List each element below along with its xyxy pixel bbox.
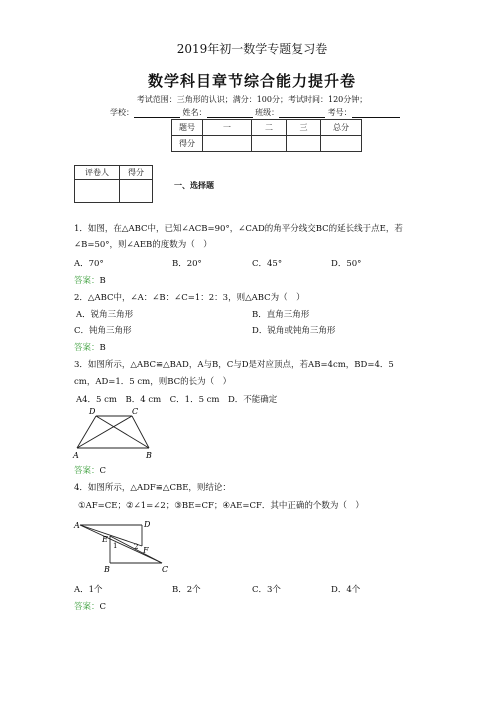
answer-label: 答案：: [74, 602, 100, 612]
label-d: D: [89, 407, 96, 416]
q1-option-a: A．70°: [74, 259, 104, 269]
score-row: [172, 136, 362, 152]
answer-value: B: [99, 343, 106, 353]
name-label: 姓名：: [182, 108, 207, 117]
grader-cell[interactable]: [120, 180, 153, 203]
q1-option-c: C．45°: [252, 259, 283, 269]
score-cell[interactable]: [287, 136, 321, 152]
label-c: C: [162, 565, 169, 574]
score-header-cell: 总分: [321, 120, 362, 136]
q3-answer: [74, 464, 106, 476]
label-e: E: [102, 535, 108, 544]
exam-info: 考试范围：三角形的认识；满分：100分；考试时间：120分钟；: [136, 95, 368, 104]
q1-stem-line1: 1．如图，在△ABC中，已知∠ACB=90°，∠CAD的角平分线交BC的延长线于点E，若: [74, 224, 403, 234]
q4-option-d: D．4个: [331, 585, 361, 595]
student-info-line: [110, 107, 400, 118]
segment-ac: [80, 525, 162, 563]
grader-table: [74, 165, 153, 203]
grader-label: 评卷人: [75, 166, 120, 180]
q4-option-a: A．1个: [74, 585, 103, 595]
score-header-cell: 三: [287, 120, 321, 136]
q3-stem-line2: cm，AD=1．5 cm，则BC的长为（ ）: [74, 377, 232, 387]
number-label: 考号：: [327, 108, 352, 117]
q3-stem-line1: 3．如图所示，△ABC≌△BAD，A与B，C与D是对应顶点，若AB=4cm，BD=4．5: [74, 360, 394, 370]
label-a: A: [73, 451, 79, 460]
segment-ad: [77, 416, 96, 448]
score-table: [171, 119, 362, 152]
score-header-cell: 一: [203, 120, 252, 136]
q1-answer: [74, 274, 106, 286]
answer-label: 答案：: [74, 466, 100, 476]
score-header-cell: 二: [252, 120, 287, 136]
school-label: 学校：: [110, 108, 134, 117]
class-blank[interactable]: [279, 108, 325, 118]
q2-option-d: D．锐角或钝角三角形: [252, 326, 336, 336]
q2-option-b: B．直角三角形: [252, 310, 310, 320]
label-c: C: [132, 407, 139, 416]
answer-value: C: [99, 602, 107, 612]
label-b: B: [146, 451, 152, 460]
section-title: 一、选择题: [174, 180, 214, 190]
q3-options: A4．5 cm B．4 cm C．1．5 cm D．不能确定: [76, 395, 278, 405]
q1-stem-line2: ∠B=50°，则∠AEB的度数为（ ）: [74, 240, 212, 250]
number-blank[interactable]: [352, 108, 400, 118]
label-d: D: [144, 520, 151, 529]
q4-option-c: C．3个: [252, 585, 281, 595]
score-cell[interactable]: [203, 136, 252, 152]
grader-score-label: 得分: [120, 166, 153, 180]
label-a: A: [74, 521, 80, 530]
label-b: B: [104, 565, 110, 574]
answer-label: 答案：: [74, 343, 100, 353]
label-angle-1: 1: [113, 542, 118, 550]
q4-stem-line1: 4．如图所示，△ADF≌△CBE，则结论：: [74, 483, 231, 493]
q2-stem-line1: 2．△ABC中，∠A：∠B：∠C=1：2：3，则△ABC为（ ）: [74, 293, 305, 303]
exam-title: 2019年初一数学专题复习卷: [176, 42, 328, 56]
score-cell[interactable]: [252, 136, 287, 152]
answer-value: B: [99, 276, 106, 286]
q4-figure: [72, 516, 172, 574]
label-f: F: [143, 546, 149, 555]
q4-option-b: B．2个: [172, 585, 201, 595]
name-blank[interactable]: [207, 108, 253, 118]
exam-subtitle: 数学科目章节综合能力提升卷: [147, 72, 356, 90]
score-row-label: 得分: [172, 136, 203, 152]
q4-stem-line2: ①AF=CE；②∠1=∠2；③BE=CF；④AE=CF．其中正确的个数为（ ）: [78, 501, 364, 511]
q3-figure: [72, 405, 162, 460]
school-blank[interactable]: [134, 108, 180, 118]
label-angle-2: 2: [134, 543, 139, 551]
segment-af: [80, 525, 142, 546]
q2-option-a: A．锐角三角形: [76, 310, 134, 320]
score-header-cell: 题号: [172, 120, 203, 136]
class-label: 班级：: [255, 108, 280, 117]
score-header-row: [172, 120, 362, 136]
q2-answer: [74, 341, 106, 353]
answer-value: C: [99, 466, 107, 476]
q1-option-d: D．50°: [331, 259, 362, 269]
answer-label: 答案：: [74, 276, 100, 286]
q1-option-b: B．20°: [172, 259, 202, 269]
grader-cell[interactable]: [75, 180, 120, 203]
q2-option-c: C．钝角三角形: [74, 326, 132, 336]
score-cell[interactable]: [321, 136, 362, 152]
q4-answer: [74, 600, 106, 612]
